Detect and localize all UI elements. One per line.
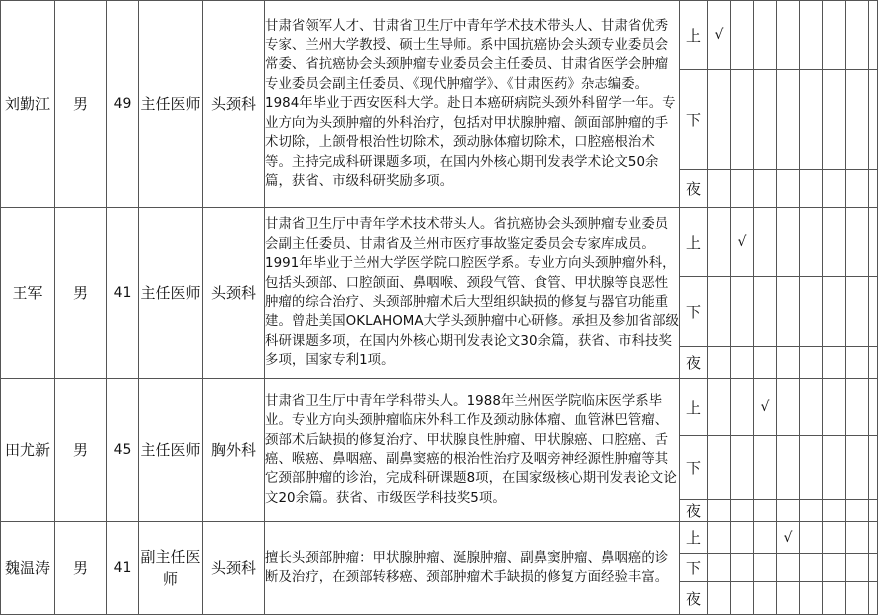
schedule-cell	[731, 436, 754, 500]
schedule-cell	[869, 170, 878, 208]
schedule-cell	[846, 500, 869, 522]
schedule-cell	[823, 582, 846, 615]
table-row	[1, 522, 878, 554]
schedule-cell	[777, 208, 800, 277]
schedule-cell	[800, 70, 823, 170]
shift-morning: 上	[680, 1, 708, 70]
schedule-cell	[869, 379, 878, 436]
doctor-name: 王军	[1, 208, 55, 379]
shift-night: 夜	[680, 582, 708, 615]
doctor-department: 头颈科	[203, 208, 265, 379]
schedule-cell	[800, 522, 823, 554]
schedule-cell	[777, 379, 800, 436]
schedule-cell	[869, 500, 878, 522]
schedule-cell	[777, 1, 800, 70]
doctor-age: 41	[107, 208, 139, 379]
schedule-cell	[777, 582, 800, 615]
shift-morning: 上	[680, 522, 708, 554]
schedule-cell	[823, 277, 846, 347]
schedule-cell	[754, 1, 777, 70]
schedule-cell	[731, 70, 754, 170]
schedule-cell	[800, 582, 823, 615]
schedule-cell	[731, 500, 754, 522]
schedule-cell	[708, 554, 731, 582]
shift-afternoon: 下	[680, 554, 708, 582]
shift-afternoon: 下	[680, 277, 708, 347]
table-row	[1, 208, 878, 277]
schedule-cell	[731, 208, 754, 277]
doctor-name: 魏温涛	[1, 522, 55, 615]
table-row	[1, 1, 878, 70]
schedule-cell	[777, 70, 800, 170]
doctor-description: 擅长头颈部肿瘤：甲状腺肿瘤、涎腺肿瘤、副鼻窦肿瘤、鼻咽癌的诊断及治疗，在颈部转移癌、颈部肿瘤术手缺损的修复方面经验丰富。	[265, 522, 680, 615]
doctor-title: 主任医师	[139, 379, 203, 522]
shift-morning: 上	[680, 379, 708, 436]
schedule-cell	[869, 277, 878, 347]
check-mark: √	[783, 529, 793, 546]
schedule-cell	[800, 277, 823, 347]
schedule-cell	[800, 436, 823, 500]
schedule-cell	[777, 170, 800, 208]
schedule-cell	[823, 379, 846, 436]
schedule-cell	[869, 1, 878, 70]
schedule-cell	[731, 554, 754, 582]
schedule-cell	[754, 582, 777, 615]
schedule-cell	[846, 522, 869, 554]
schedule-cell	[708, 1, 731, 70]
schedule-cell	[869, 522, 878, 554]
schedule-cell	[800, 1, 823, 70]
schedule-cell	[708, 522, 731, 554]
schedule-cell	[777, 554, 800, 582]
doctor-sex: 男	[55, 522, 107, 615]
schedule-cell	[869, 436, 878, 500]
schedule-cell	[846, 347, 869, 379]
shift-night: 夜	[680, 347, 708, 379]
schedule-cell	[800, 170, 823, 208]
schedule-cell	[800, 379, 823, 436]
schedule-cell	[846, 277, 869, 347]
schedule-cell	[869, 347, 878, 379]
shift-morning: 上	[680, 208, 708, 277]
schedule-cell	[777, 347, 800, 379]
schedule-cell	[823, 522, 846, 554]
doctor-title: 副主任医师	[139, 522, 203, 615]
schedule-cell	[846, 1, 869, 70]
schedule-cell	[754, 500, 777, 522]
schedule-cell	[800, 554, 823, 582]
table-row	[1, 379, 878, 436]
schedule-cell	[708, 379, 731, 436]
schedule-cell	[800, 347, 823, 379]
doctor-sex: 男	[55, 1, 107, 208]
schedule-cell	[869, 208, 878, 277]
schedule-cell	[846, 70, 869, 170]
schedule-cell	[777, 277, 800, 347]
doctor-description: 甘肃省领军人才、甘肃省卫生厅中青年学术技术带头人、甘肃省优秀专家、兰州大学教授、硕士生导师。系中国抗癌协会头颈专业委员会常委、省抗癌协会头颈肿瘤专业委员会主任委员、甘肃省医学会肿瘤专业委员会副主任委员、《现代肿瘤学》、《甘肃医药》杂志编委。1984年毕业于西安医科大学。赴日本癌研病院头颈外科留学一年。专业方向为头颈肿瘤的外科治疗，包括对甲状腺肿瘤、颌面部肿瘤的手术切除，上颌骨根治性切除术，颈动脉体瘤切除术，口腔癌根治术等。主持完成科研课题多项，在国内外核心期刊发表学术论文50余篇，获省、市级科研奖励多项。	[265, 1, 680, 208]
doctor-department: 头颈科	[203, 522, 265, 615]
schedule-cell	[800, 500, 823, 522]
schedule-cell	[869, 554, 878, 582]
doctor-name: 刘勤江	[1, 1, 55, 208]
doctor-sex: 男	[55, 208, 107, 379]
schedule-cell	[731, 1, 754, 70]
schedule-cell	[869, 582, 878, 615]
schedule-cell	[754, 170, 777, 208]
schedule-cell	[846, 436, 869, 500]
schedule-cell	[869, 70, 878, 170]
schedule-cell	[708, 70, 731, 170]
schedule-cell	[754, 554, 777, 582]
check-mark: √	[714, 27, 724, 43]
schedule-cell	[754, 208, 777, 277]
check-mark: √	[760, 399, 770, 415]
doctor-sex: 男	[55, 379, 107, 522]
doctor-department: 头颈科	[203, 1, 265, 208]
schedule-cell	[708, 208, 731, 277]
doctor-age: 45	[107, 379, 139, 522]
schedule-cell	[731, 277, 754, 347]
schedule-cell	[754, 347, 777, 379]
schedule-cell	[754, 379, 777, 436]
shift-afternoon: 下	[680, 70, 708, 170]
doctor-title: 主任医师	[139, 1, 203, 208]
schedule-cell	[731, 347, 754, 379]
schedule-cell	[708, 582, 731, 615]
doctor-description: 甘肃省卫生厅中青年学科带头人。1988年兰州医学院临床医学系毕业。专业方向头颈肿瘤临床外科工作及颈动脉体瘤、血管淋巴管瘤、颈部术后缺损的修复治疗、甲状腺良性肿瘤、甲状腺癌、口腔癌、舌癌、喉癌、鼻咽癌、副鼻窦癌的根治性治疗及咽旁神经源性肿瘤等其它颈部肿瘤的诊治，完成科研课题8项，在国家级核心期刊发表论文论文20余篇。获省、市级医学科技奖5项。	[265, 379, 680, 522]
schedule-cell	[823, 436, 846, 500]
schedule-cell	[731, 582, 754, 615]
check-mark: √	[737, 234, 747, 250]
schedule-cell	[823, 554, 846, 582]
schedule-cell	[754, 70, 777, 170]
schedule-cell	[823, 347, 846, 379]
doctor-age: 41	[107, 522, 139, 615]
schedule-cell	[823, 70, 846, 170]
schedule-cell	[754, 522, 777, 554]
schedule-cell	[708, 436, 731, 500]
schedule-cell	[754, 436, 777, 500]
schedule-cell	[731, 170, 754, 208]
schedule-cell	[846, 554, 869, 582]
shift-afternoon: 下	[680, 436, 708, 500]
shift-night: 夜	[680, 170, 708, 208]
schedule-cell	[846, 170, 869, 208]
schedule-cell	[731, 379, 754, 436]
schedule-cell	[731, 522, 754, 554]
schedule-cell	[823, 170, 846, 208]
doctor-description: 甘肃省卫生厅中青年学术技术带头人。省抗癌协会头颈肿瘤专业委员会副主任委员、甘肃省及兰州市医疗事故鉴定委员会专家库成员。1991年毕业于兰州大学医学院口腔医学系。专业方向头颈肿瘤外科，包括头颈部、口腔颌面、鼻咽喉、颈段气管、食管、甲状腺等良恶性肿瘤的综合治疗、头颈部肿瘤术后大型组织缺损的修复与器官功能重建。曾赴美国OKLAHOMA大学头颈肿瘤中心研修。承担及参加省部级科研课题多项，在国内外核心期刊发表论文30余篇，获省、市科技奖多项，国家专利1项。	[265, 208, 680, 379]
schedule-cell	[823, 208, 846, 277]
schedule-cell	[846, 208, 869, 277]
schedule-cell	[823, 1, 846, 70]
schedule-cell	[823, 500, 846, 522]
doctor-age: 49	[107, 1, 139, 208]
doctor-title: 主任医师	[139, 208, 203, 379]
schedule-cell	[754, 277, 777, 347]
schedule-cell	[708, 170, 731, 208]
schedule-cell	[846, 379, 869, 436]
schedule-cell	[846, 582, 869, 615]
schedule-cell	[708, 500, 731, 522]
schedule-cell	[777, 500, 800, 522]
schedule-cell	[708, 347, 731, 379]
schedule-cell	[777, 436, 800, 500]
doctor-name: 田尤新	[1, 379, 55, 522]
schedule-cell	[800, 208, 823, 277]
shift-night: 夜	[680, 500, 708, 522]
doctor-department: 胸外科	[203, 379, 265, 522]
schedule-cell	[777, 522, 800, 554]
schedule-cell	[708, 277, 731, 347]
